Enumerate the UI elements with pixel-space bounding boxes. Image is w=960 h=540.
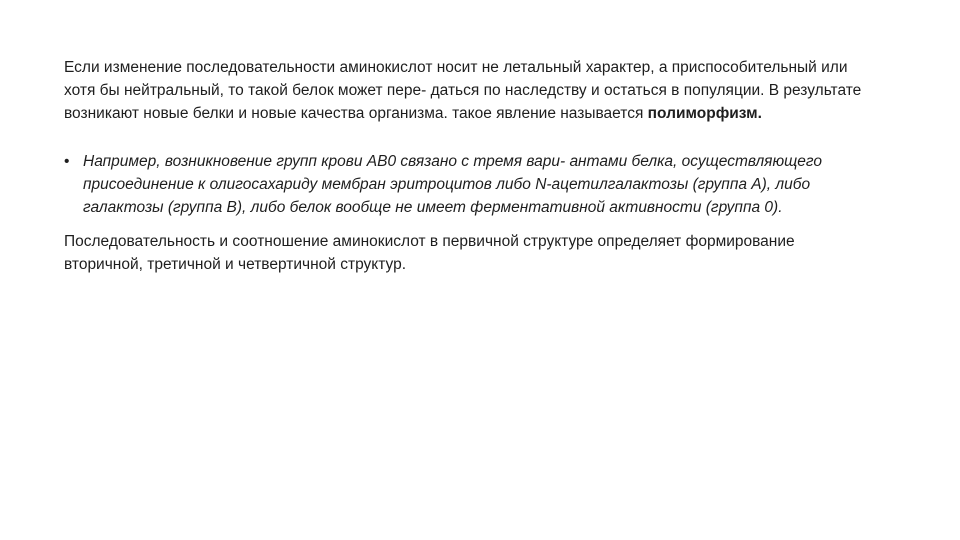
bullet-marker: • bbox=[64, 153, 70, 170]
paragraph-polymorphism-text: Если изменение последовательности аминокислот носит не летальный характер, а приспособительный или хотя бы нейтральный, то такой белок может пере- даться по наследству и остаться в популяции. В результате возникают новые белки и новые качества организма. такое явление называется bbox=[64, 59, 862, 122]
bullet-blood-groups bbox=[64, 150, 864, 219]
paragraph-polymorphism bbox=[64, 56, 864, 125]
slide-content bbox=[64, 56, 864, 276]
paragraph-structure: Последовательность и соотношение аминокислот в первичной структуре определяет формирование вторичной, третичной и четвертичной структур. bbox=[64, 233, 795, 273]
polymorphism-term: полиморфизм. bbox=[647, 105, 762, 122]
bullet-blood-groups-text: Например, возникновение групп крови АВ0 связано с тремя вари- антами белка, осуществляющего присоединение к олигосахариду мембран эритроцитов либо N-ацетилгалактозы (группа А), либо галактозы (группа В), либо белок вообще не имеет ферментативной активности (группа 0). bbox=[83, 153, 823, 216]
